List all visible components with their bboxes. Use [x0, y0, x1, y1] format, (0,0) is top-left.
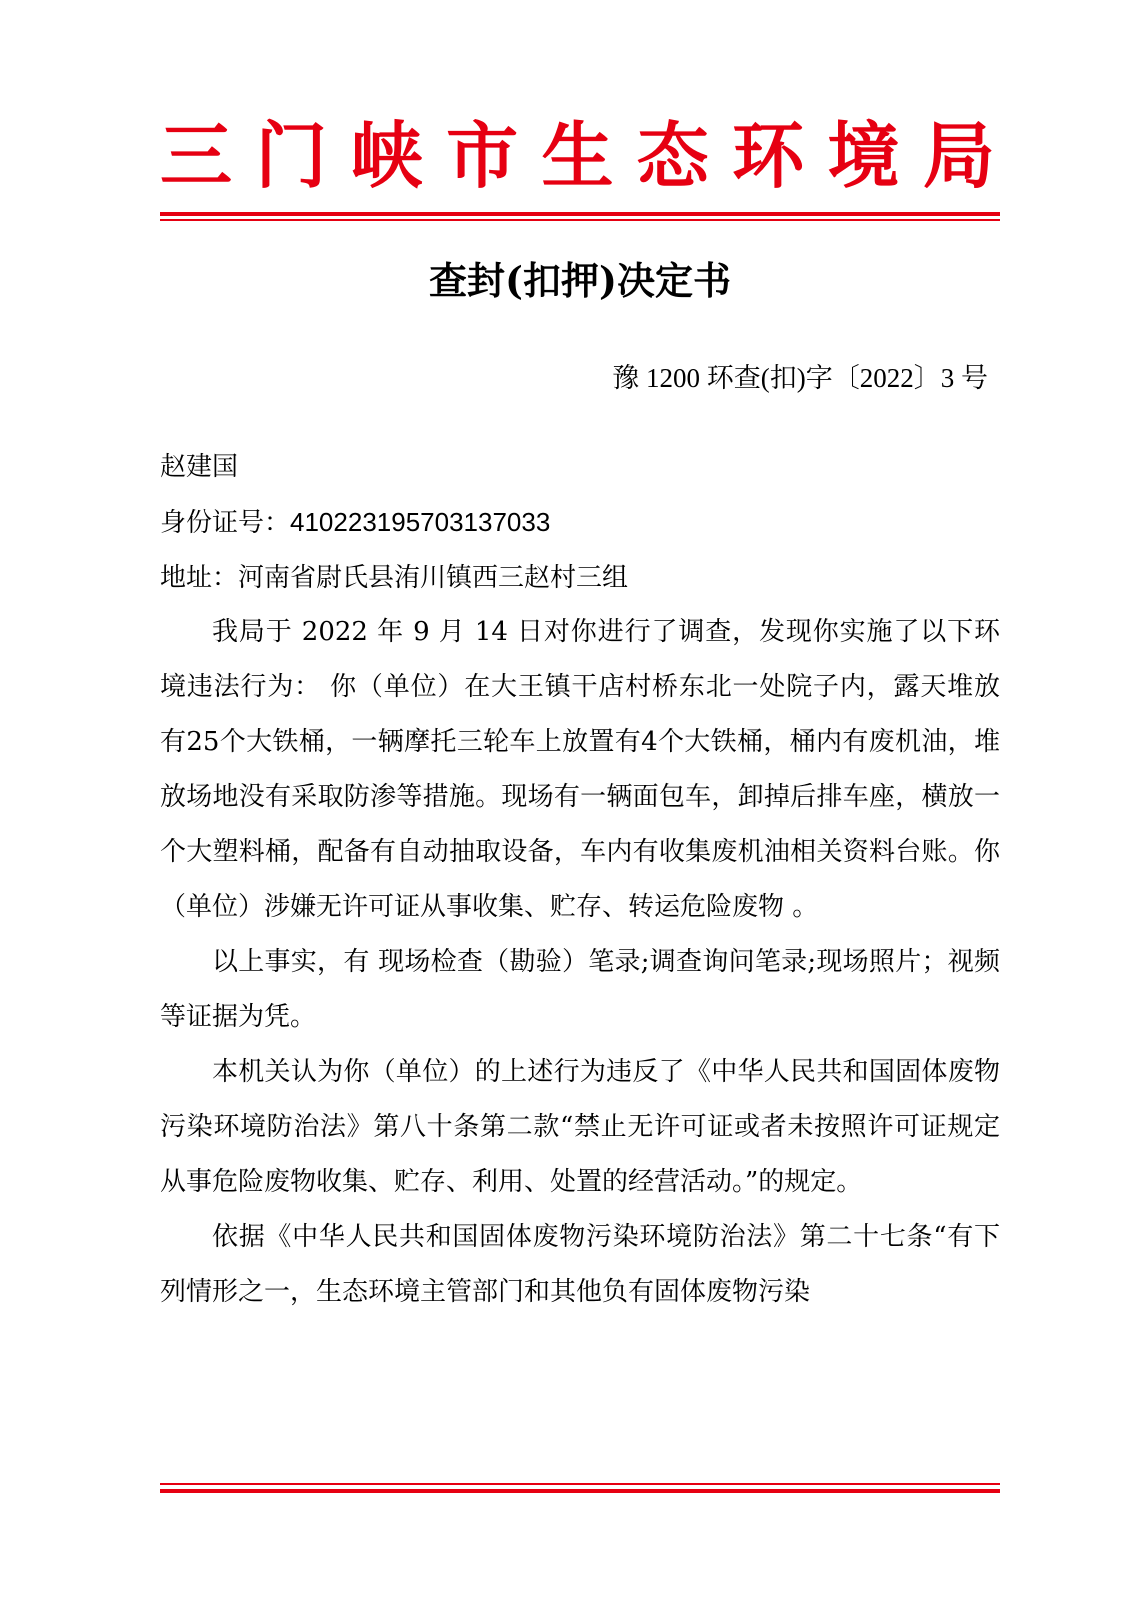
address-value: 河南省尉氏县洧川镇西三赵村三组: [238, 563, 629, 593]
footer-rule-thin: [160, 1483, 1000, 1485]
body-paragraphs: [160, 605, 1000, 1320]
agency-title-char: 环: [732, 113, 805, 198]
agency-title-char: 市: [446, 113, 519, 198]
agency-title-char: 门: [255, 113, 328, 198]
paragraph-evidence: 以上事实，有 现场检查（勘验）笔录;调查询问笔录;现场照片；视频 等证据为凭。: [160, 947, 1000, 1032]
agency-title-char: 局: [922, 113, 995, 198]
header-rule-thin: [160, 219, 1000, 221]
recipient-block: [160, 440, 1000, 606]
agency-title-char: 境: [827, 113, 900, 198]
agency-title: [160, 113, 995, 198]
agency-title-char: 峡: [350, 113, 423, 198]
paragraph-legal-basis: 依据《中华人民共和国固体废物污染环境防治法》第二十七条“有下列情形之一，生态环境主管部门和其他负有固体废物污染: [160, 1222, 1000, 1307]
id-label: 身份证号：: [160, 508, 291, 538]
address-label: 地址：: [160, 563, 239, 593]
id-number: 410223195703137033: [290, 507, 551, 537]
agency-title-char: 生: [541, 113, 614, 198]
document-title: 查封(扣押)决定书: [429, 258, 731, 303]
document-number: 豫 1200 环查(扣)字〔2022〕3 号: [612, 363, 988, 393]
recipient-address-line: [160, 551, 1000, 606]
header-rule-thick: [160, 212, 1000, 216]
agency-title-char: 三: [160, 113, 233, 198]
recipient-name: 赵建国: [160, 452, 239, 482]
agency-title-char: 态: [636, 113, 709, 198]
recipient-id-line: [160, 495, 1000, 551]
paragraph-findings: 我局于 2022 年 9 月 14 日对你进行了调查，发现你实施了以下环境违法行为： 你（单位）在大王镇干店村桥东北一处院子内，露天堆放有25个大铁桶，一辆摩托三轮车上放置有4个大铁桶，桶内有废机油，堆放场地没有采取防渗等措施。现场有一辆面包车，卸掉后排车座，横放一个大塑料桶，配备有自动抽取设备，车内有收集废机油相关资料台账。你（单位）涉嫌无许可证从事收集、贮存、转运危险废物 。: [160, 617, 1000, 922]
footer-rule-thick: [160, 1489, 1000, 1493]
paragraph-violation: 本机关认为你（单位）的上述行为违反了《中华人民共和国固体废物污染环境防治法》第八十条第二款“禁止无许可证或者未按照许可证规定从事危险废物收集、贮存、利用、处置的经营活动。”的规定。: [160, 1057, 1000, 1197]
